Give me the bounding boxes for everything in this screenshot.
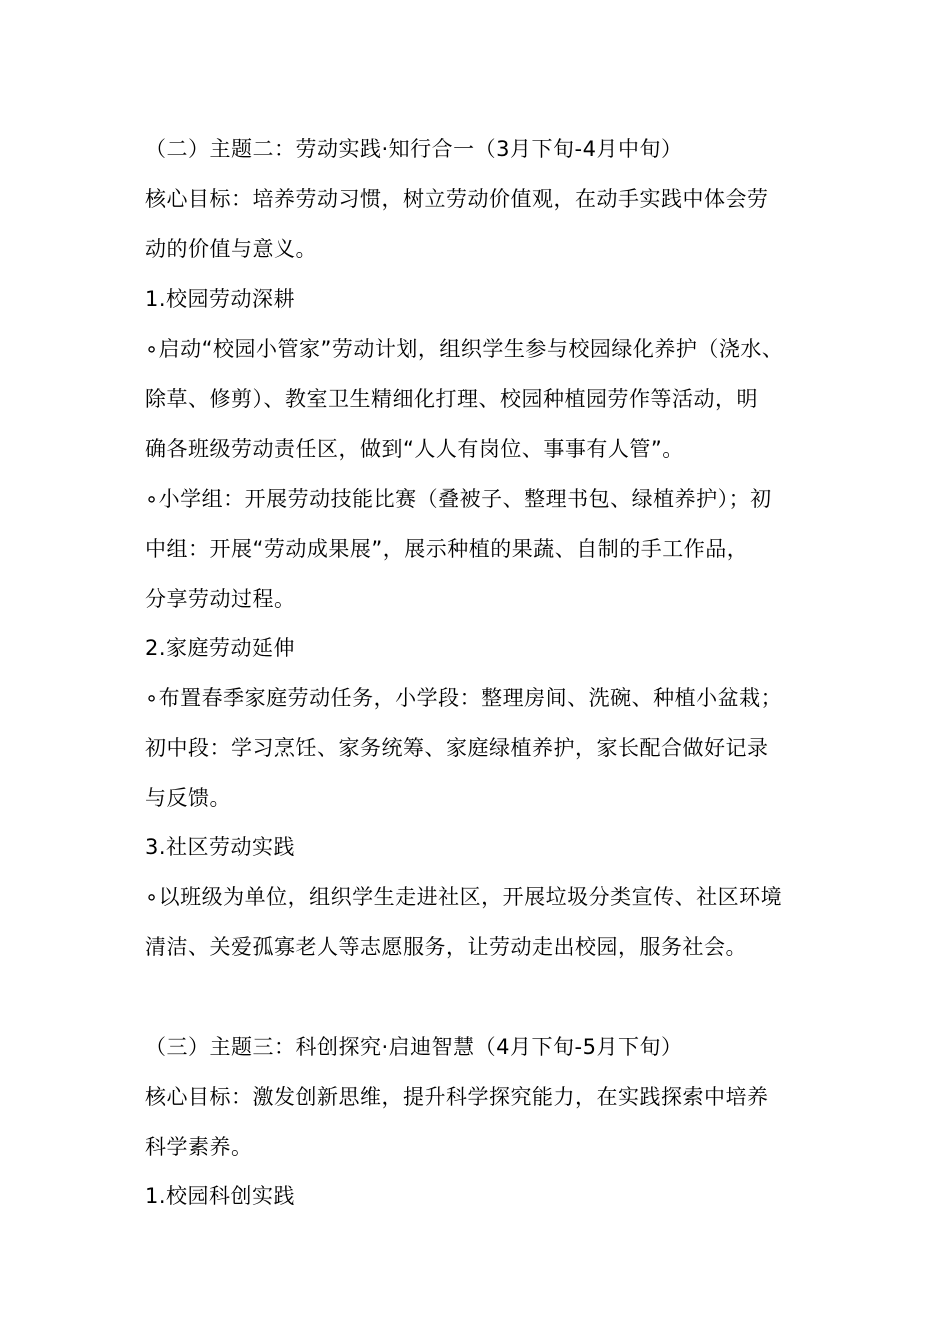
section2-sub2-para1-line1: ∘布置春季家庭劳动任务，小学段：整理房间、洗碗、种植小盆栽； [145,686,783,710]
section2-sub1-para1-line1: ∘启动“校园小管家”劳动计划，组织学生参与校园绿化养护（浇水、 [145,337,784,361]
section2-sub3-para1-line2: 清洁、关爱孤寡老人等志愿服务，让劳动走出校园，服务社会。 [145,935,747,959]
section2-sub1-title: 1.校园劳动深耕 [145,287,296,311]
section2-sub2-title: 2.家庭劳动延伸 [145,636,296,660]
section2-sub3-title: 3.社区劳动实践 [145,835,296,859]
section2-sub1-para1-line3: 确各班级劳动责任区，做到“人人有岗位、事事有人管”。 [145,437,684,461]
section2-sub1-para1-line2: 除草、修剪）、教室卫生精细化打理、校园种植园劳作等活动，明 [145,387,758,411]
section2-sub1-para2-line1: ∘小学组：开展劳动技能比赛（叠被子、整理书包、绿植养护）；初 [145,487,772,511]
section3-sub1-title: 1.校园科创实践 [145,1184,296,1208]
section2-sub3-para1-line1: ∘以班级为单位，组织学生走进社区，开展垃圾分类宣传、社区环境 [145,885,783,909]
section3-goal-line2: 科学素养。 [145,1135,253,1159]
section2-sub2-para1-line2: 初中段：学习烹饪、家务统筹、家庭绿植养护，家长配合做好记录 [145,736,769,760]
section2-goal-line1: 核心目标：培养劳动习惯，树立劳动价值观，在动手实践中体会劳 [145,187,769,211]
section2-sub1-para2-line3: 分享劳动过程。 [145,587,296,611]
section2-sub2-para1-line3: 与反馈。 [145,786,231,810]
section2-heading: （二）主题二：劳动实践·知行合一（3月下旬-4月中旬） [145,137,683,161]
section3-goal-line1: 核心目标：激发创新思维，提升科学探究能力，在实践探索中培养 [145,1085,769,1109]
section2-sub1-para2-line2: 中组：开展“劳动成果展”，展示种植的果蔬、自制的手工作品， [145,537,749,561]
section3-heading: （三）主题三：科创探究·启迪智慧（4月下旬-5月下旬） [145,1035,683,1059]
section2-goal-line2: 动的价值与意义。 [145,237,317,261]
